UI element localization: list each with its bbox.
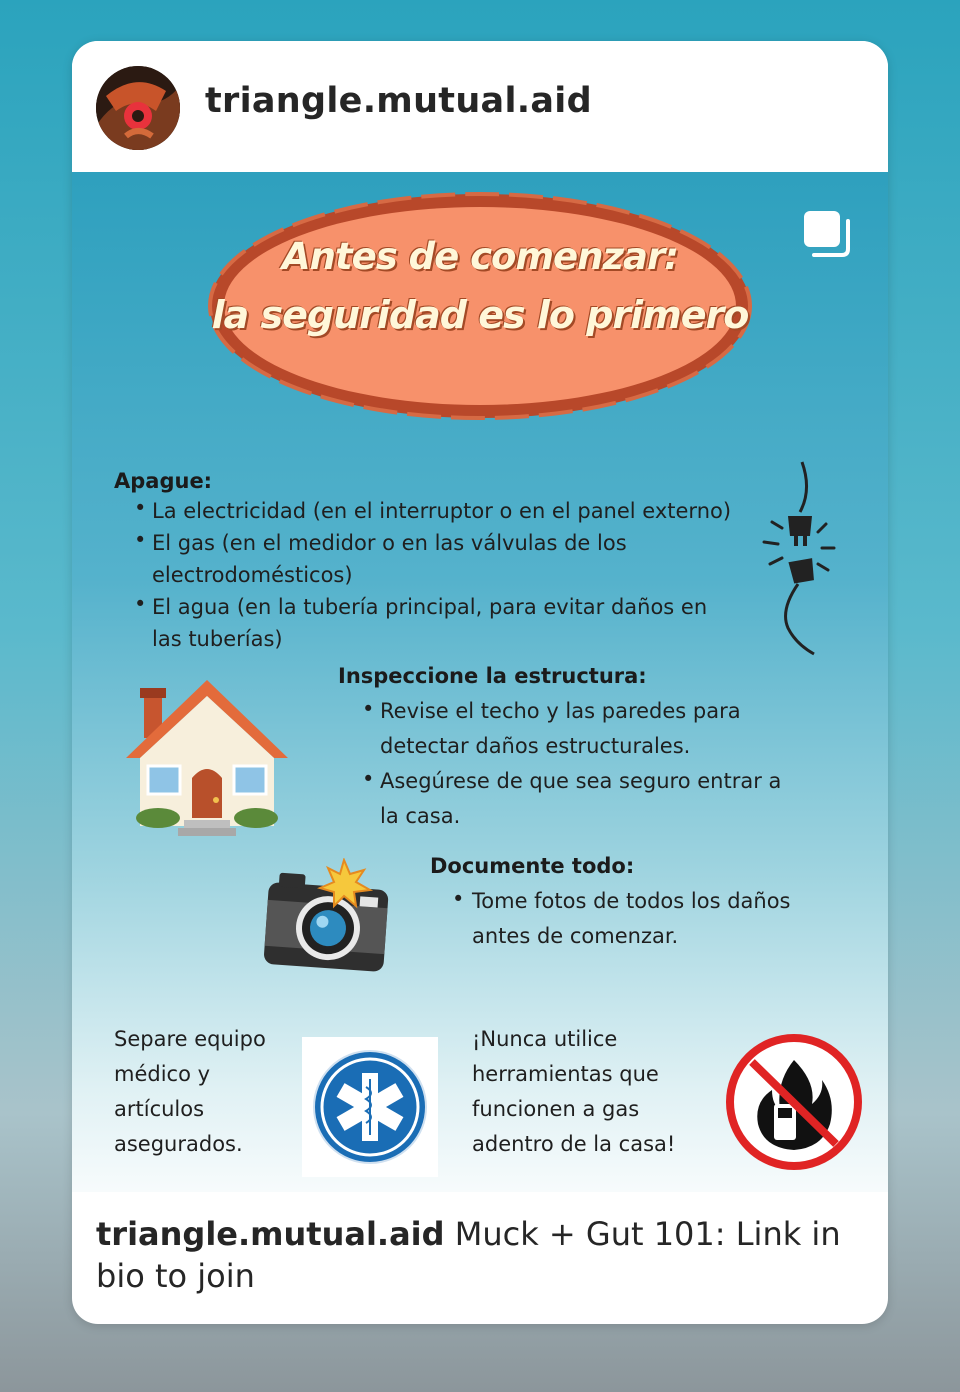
- star-of-life-icon: [302, 1037, 438, 1177]
- username[interactable]: triangle.mutual.aid: [205, 81, 592, 121]
- caption-text: Muck + Gut 101: Link in bio to join: [96, 1215, 841, 1295]
- nunca-text: ¡Nunca utilice herramientas que funcionen a gas adentro de la casa!: [472, 1027, 676, 1156]
- bullet: •: [134, 592, 147, 616]
- documente-heading: Documente todo:: [430, 854, 635, 878]
- apague-item-1: La electricidad (en el interruptor o en el panel externo): [152, 499, 732, 523]
- documente-item-1: Tome fotos de todos los daños antes de comenzar.: [472, 889, 791, 948]
- post-header: [72, 41, 888, 172]
- house-icon: [122, 678, 292, 844]
- apague-item-2: El gas (en el medidor o en las válvulas de los electrodomésticos): [152, 531, 627, 587]
- bullet: •: [452, 887, 465, 911]
- bullet: •: [134, 528, 147, 552]
- avatar[interactable]: [96, 66, 180, 150]
- post-caption: [96, 1213, 866, 1297]
- multiple-posts-icon: [800, 207, 854, 261]
- apague-item-3: El agua (en la tubería principal, para evitar daños en las tuberías): [152, 595, 708, 651]
- apague-heading: Apague:: [114, 469, 213, 493]
- inspeccione-heading: Inspeccione la estructura:: [338, 664, 647, 688]
- separe-text: Separe equipo médico y artículos asegurados.: [114, 1027, 266, 1156]
- title-line-2: la seguridad es lo primero: [211, 293, 749, 337]
- camera-icon: [260, 858, 392, 978]
- no-gas-fire-icon: [724, 1032, 864, 1172]
- bullet: •: [134, 496, 147, 520]
- unplug-icon: [750, 460, 840, 656]
- inspeccione-item-2: Asegúrese de que sea seguro entrar a la casa.: [380, 769, 782, 828]
- bullet: •: [362, 767, 375, 791]
- inspeccione-item-1: Revise el techo y las paredes para detectar daños estructurales.: [380, 699, 741, 758]
- bullet: •: [362, 697, 375, 721]
- caption-username[interactable]: triangle.mutual.aid: [96, 1215, 445, 1253]
- post-card: [72, 41, 888, 1324]
- title-line-1: Antes de comenzar:: [281, 235, 678, 278]
- infographic-image: [72, 172, 888, 1192]
